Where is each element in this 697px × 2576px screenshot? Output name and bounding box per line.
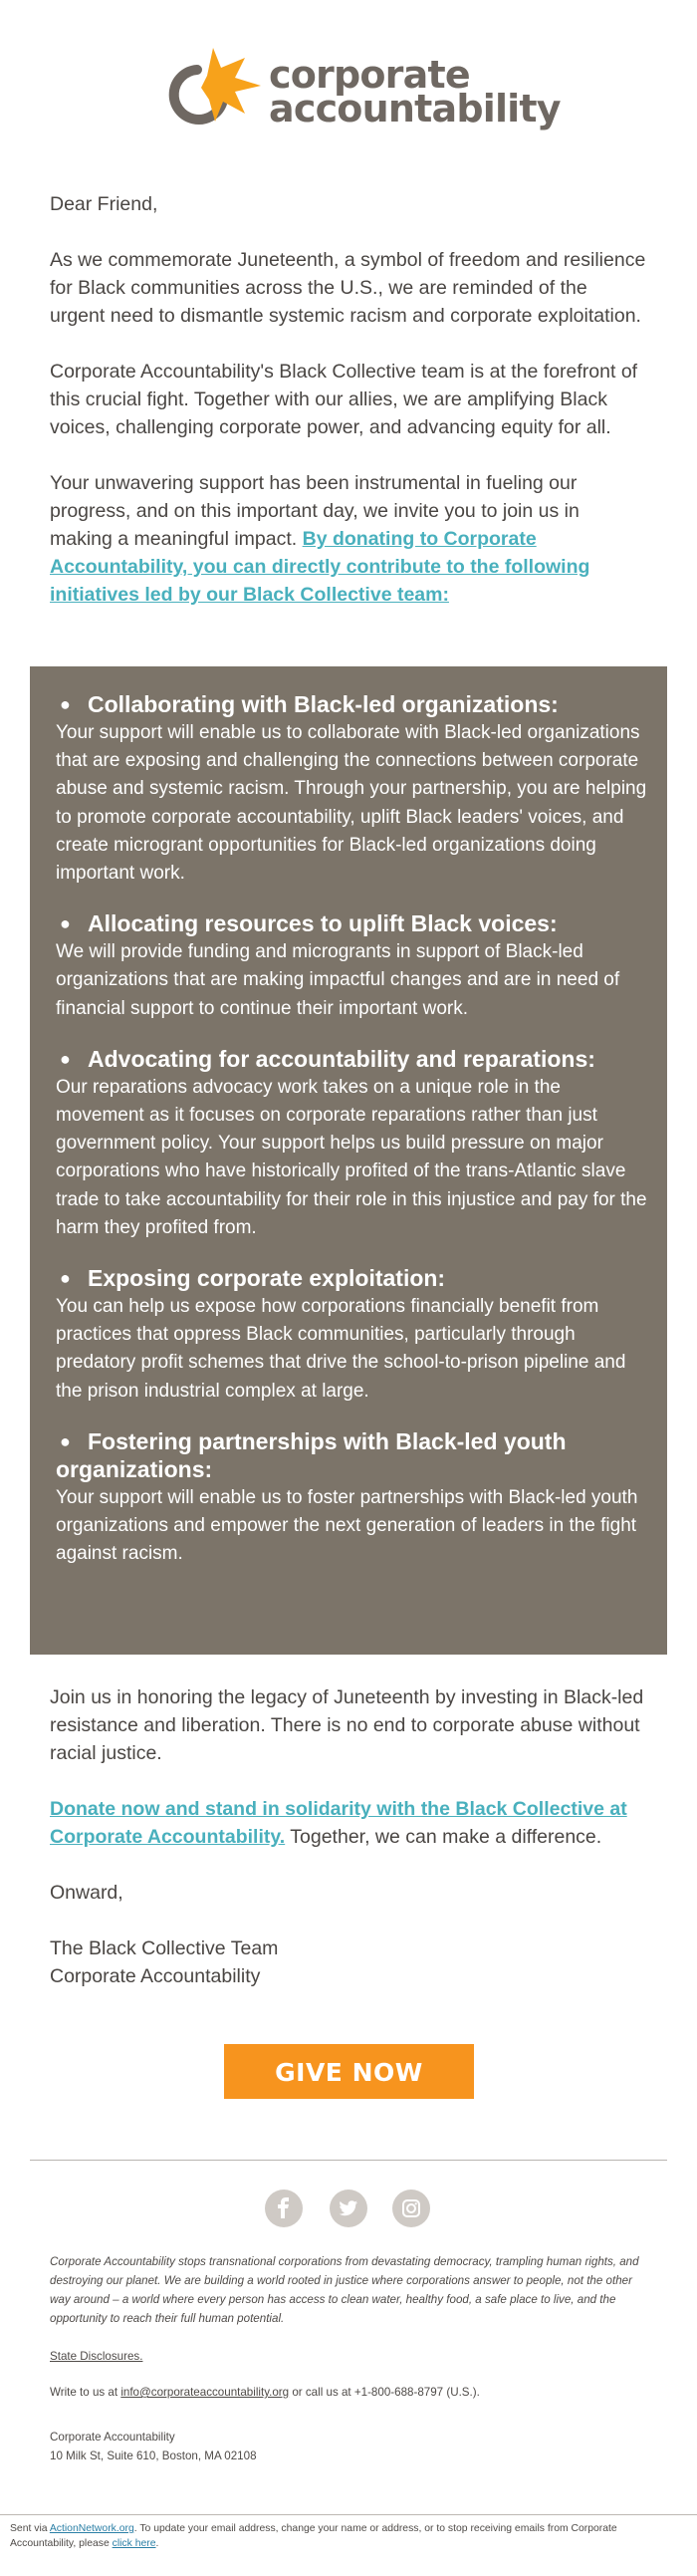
initiative-text: Our reparations advocacy work takes on a unique role in the movement as it focuses on corporate reparations rather than just government policy. Your support helps us build pressure on major corporations who have historically profited of the trans-Atlantic slave trade to take accountability for their role in this injustice and pay for the harm they profited from. — [56, 1076, 647, 1238]
paragraph-support — [50, 469, 647, 609]
initiative-item — [56, 909, 651, 1023]
contact-prefix: Write to us at — [50, 2386, 121, 2399]
brand-name-line1: corporate — [269, 53, 470, 97]
address: 10 Milk St, Suite 610, Boston, MA 02108 — [50, 2449, 257, 2462]
sent-via-notice — [10, 2521, 667, 2551]
initiative-text: Your support will enable us to foster partnerships with Black-led youth organizations and empower the next generation of leaders in the fight against racism. — [56, 1486, 638, 1565]
bullet-icon: ● — [60, 913, 71, 934]
actionnetwork-link[interactable]: ActionNetwork.org — [49, 2523, 134, 2534]
signature-org: Corporate Accountability — [50, 1965, 261, 1987]
signoff: Onward, — [50, 1882, 123, 1904]
contact-line — [50, 2383, 647, 2402]
facebook-icon[interactable] — [265, 2190, 303, 2227]
sun-logo-icon — [157, 42, 267, 133]
give-now-button[interactable]: GIVE NOW — [224, 2044, 474, 2099]
initiative-item — [56, 1045, 651, 1242]
initiatives-panel — [30, 666, 667, 1655]
letter-closing — [50, 1683, 647, 1990]
donate-after-text: Together, we can make a difference. — [285, 1826, 602, 1848]
state-disclosures — [50, 2347, 647, 2366]
mission-statement: Corporate Accountability stops transnational corporations from devastating democracy, trampling human rights, and destroying our planet. We are building a world rooted in justice where corporations answer to people, not the other way around – a world where every person has access to clean water, healthy food, a safe place to live, and the opportunity to reach their full human potential. — [50, 2255, 639, 2325]
footer-divider — [30, 2160, 667, 2161]
bottom-divider — [0, 2514, 697, 2515]
brand-name-line2: accountability — [269, 87, 561, 130]
signature-team: The Black Collective Team — [50, 1937, 279, 1959]
sent-middle: . To update your email address, change your name or address, or to stop receiving emails from Corporate Accountability, please — [10, 2523, 617, 2549]
click-here-link[interactable]: click here — [112, 2538, 156, 2549]
sent-end: . — [155, 2538, 159, 2549]
paragraph-donate — [50, 1795, 647, 1851]
initiative-text: You can help us expose how corporations financially benefit from practices that oppress Black communities, particularly through predatory profit schemes that drive the school-to-prison pipeline and the prison industrial complex at large. — [56, 1296, 626, 1402]
email-link[interactable]: info@corporateaccountability.org — [120, 2386, 290, 2399]
initiative-item — [56, 690, 651, 888]
bullet-icon: ● — [60, 1268, 71, 1289]
instagram-icon[interactable] — [392, 2190, 430, 2227]
org-name: Corporate Accountability — [50, 2431, 175, 2444]
donate-now-link[interactable]: Donate now and stand in solidarity with the Black Collective at Corporate Accountability. — [50, 1798, 627, 1848]
contact-suffix: or call us at +1-800-688-8797 (U.S.). — [289, 2386, 480, 2399]
initiative-item — [56, 1264, 651, 1406]
brand-wordmark — [269, 53, 561, 130]
org-address — [50, 2428, 647, 2465]
paragraph-juneteenth: As we commemorate Juneteenth, a symbol of freedom and resilience for Black communities across the U.S., we are reminded of the urgent need to dismantle systemic racism and corporate exploitation. — [50, 249, 646, 327]
bullet-icon: ● — [60, 1430, 71, 1451]
initiative-text: We will provide funding and microgrants in support of Black-led organizations that are making impactful changes and are in need of financial support to continue their important work. — [56, 941, 620, 1019]
initiative-text: Your support will enable us to collaborate with Black-led organizations that are exposing and challenging the connections between corporate abuse and systemic racism. Through your partnership, you are helping to promote corporate accountability, uplift Black leaders' voices, and create microgrant opportunities for Black-led organizations doing important work. — [56, 722, 647, 885]
initiative-title: ● Fostering partnerships with Black-led youth organizations: — [56, 1427, 567, 1482]
initiative-title: ● Exposing corporate exploitation: — [56, 1264, 651, 1292]
brand-logo — [157, 42, 561, 133]
paragraph-support-text: Your unwavering support has been instrumental in fueling our progress, and on this important day, we invite you to join us in making a meaningful impact. — [50, 472, 580, 550]
bullet-icon: ● — [60, 694, 71, 714]
greeting: Dear Friend, — [50, 193, 158, 215]
initiative-title: ● Collaborating with Black-led organizations: — [56, 690, 651, 718]
letter-intro — [50, 190, 647, 609]
sent-prefix: Sent via — [10, 2523, 50, 2534]
twitter-icon[interactable] — [330, 2190, 367, 2227]
initiative-item — [56, 1427, 651, 1569]
initiative-title: ● Advocating for accountability and reparations: — [56, 1045, 651, 1073]
state-disclosures-link[interactable]: State Disclosures. — [50, 2350, 143, 2363]
paragraph-honoring: Join us in honoring the legacy of Juneteenth by investing in Black-led resistance and liberation. There is no end to corporate abuse without racial justice. — [50, 1686, 644, 1764]
initiative-title: ● Allocating resources to uplift Black voices: — [56, 909, 651, 937]
bullet-icon: ● — [60, 1048, 71, 1069]
paragraph-black-collective: Corporate Accountability's Black Collective team is at the forefront of this crucial fight. Together with our allies, we are amplifying Black voices, challenging corporate power, and advancing equity for all. — [50, 361, 638, 438]
donate-initiatives-link[interactable]: By donating to Corporate Accountability, you can directly contribute to the following initiatives led by our Black Collective team: — [50, 528, 590, 606]
